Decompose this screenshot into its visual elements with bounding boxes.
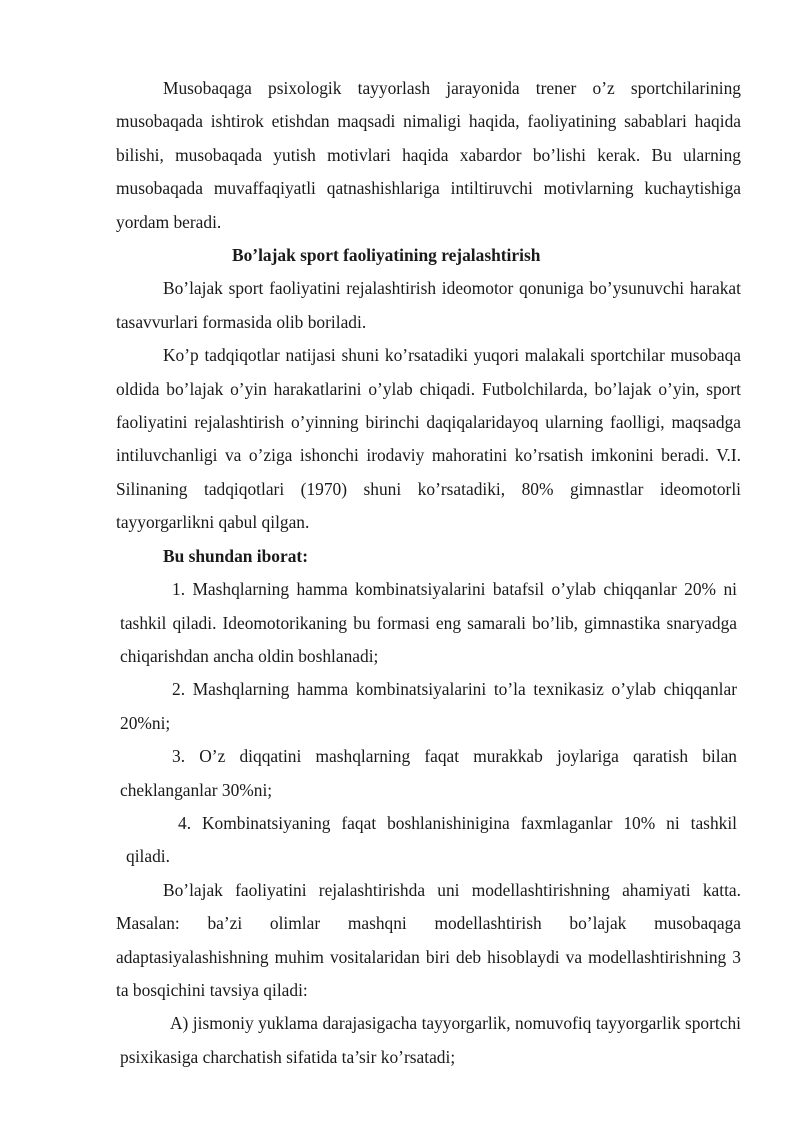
list-item-2: 2. Mashqlarning hamma kombinatsiyalarini to’la texnikasiz o’ylab chiqqanlar 20%ni; [120,679,737,733]
paragraph-planning: Bo’lajak sport faoliyatini rejalashtirish ideomotor qonuniga bo’ysunuvchi harakat tasavvurlari formasida olib boriladi. [116,278,741,332]
list-item-4: 4. Kombinatsiyaning faqat boshlanishinigina faxmlaganlar 10% ni tashkil qiladi. [126,812,737,867]
paragraph-modelling: Bo’lajak faoliyatini rejalashtirishda uni modellashtirishning ahamiyati katta. Masalan: ba’zi olimlar mashqni modellashtirish bo’lajak musobaqaga adaptasiyalashishning muhim vositalaridan biri deb hisoblaydi va modellashtirishning 3 ta bosqichini tavsiya qiladi: [116,879,741,1000]
option-a: A) jismoniy yuklama darajasigacha tayyorgarlik, nomuvofiq tayyorgarlik sportchi psixikasiga charchatish sifatida ta’sir ko’rsatadi; [120,1013,741,1067]
list-item-1: 1. Mashqlarning hamma kombinatsiyalarini batafsil o’ylab chiqqanlar 20% ni tashkil qiladi. Ideomotorikaning bu formasi eng samarali bo’lib, gimnastika snaryadga chiqarishdan ancha oldin boshlanadi; [120,579,737,666]
list-item-3: 3. O’z diqqatini mashqlarning faqat murakkab joylariga qaratish bilan cheklanganlar 30%ni; [120,746,737,800]
paragraph-intro: Musobaqaga psixologik tayyorlash jarayonida trener o’z sportchilarining musobaqada ishtirok etishdan maqsadi nimaligi haqida, faoliyatining sabablari haqida bilishi, musobaqada yutish motivlari haqida xabardor bo’lishi kerak. Bu ularning musobaqada muvaffaqiyatli qatnashishlariga intiltiruvchi motivlarning kuchaytishiga yordam beradi. [116,78,741,232]
list-subheading: Bu shundan iborat: [163,545,308,566]
document-body [116,72,741,1074]
paragraph-research: Ko’p tadqiqotlar natijasi shuni ko’rsatadiki yuqori malakali sportchilar musobaqa oldida bo’lajak o’yin harakatlarini o’ylab chiqadi. Futbolchilarda, bo’lajak o’yin, sport faoliyatini rejalashtirish o’yinning birinchi daqiqalaridayoq ularning faolligi, maqsadga intiluvchanligi va o’ziga ishonchi irodaviy mahoratini ko’rsatish imkonini beradi. V.I. Silinaning tadqiqotlari (1970) shuni ko’rsatadiki, 80% gimnastlar ideomotorli tayyorgarlikni qabul qilgan. [116,345,741,533]
section-heading: Bo’lajak sport faoliyatining rejalashtirish [232,245,541,266]
